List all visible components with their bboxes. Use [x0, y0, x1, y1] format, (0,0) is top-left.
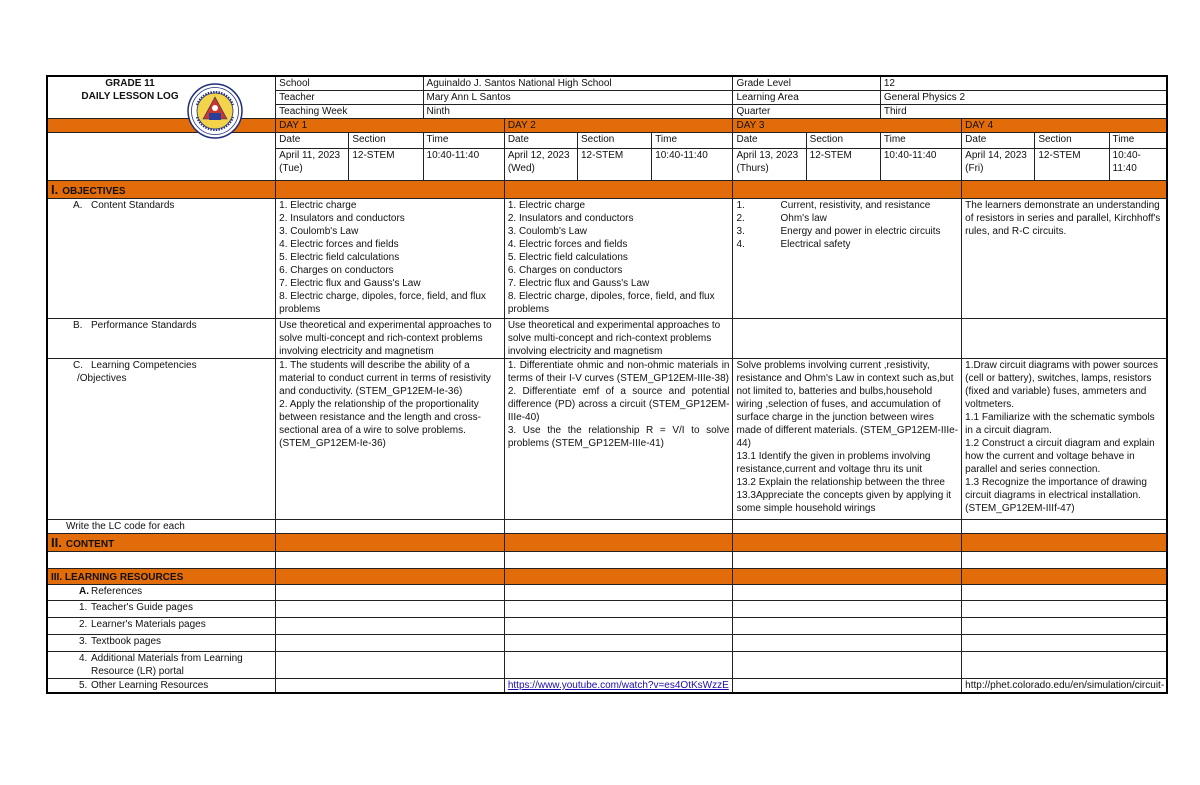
day-time: 10:40-11:40 — [652, 149, 733, 181]
date-header: Date — [276, 133, 349, 149]
week-label: Teaching Week — [276, 105, 423, 119]
day-section: 12-STEM — [578, 149, 652, 181]
competencies-day1: 1. The students will describe the ability of a material to conduct current in terms of resistivity and conductivity. (STEM_GP12EM-Ie-36) 2. Apply the relationship of the proportionality between resistance and the length and cross-sectional area of a wire to solve problems. (STEM_GP12EM-Ie-36) — [276, 359, 505, 520]
content-numeral: II. — [51, 535, 62, 550]
content-standards-label-cell — [47, 199, 276, 319]
resource-label: Additional Materials from Learning Resource (LR) portal — [91, 653, 243, 677]
section-header: Section — [806, 133, 880, 149]
day-section: 12-STEM — [349, 149, 423, 181]
resource-label: Teacher's Guide pages — [91, 602, 193, 613]
list-item: Ohm's law — [780, 213, 827, 224]
day-meta-blank — [47, 133, 276, 181]
day-label: DAY 3 — [733, 119, 962, 133]
content-standards-day1: 1. Electric charge 2. Insulators and conductors 3. Coulomb's Law 4. Electric forces and fields 5. Electric field calculations 6. Charges on conductors 7. Electric flux and Gauss's Law 8. Electric charge, dipoles, force, field, and flux problems — [276, 199, 505, 319]
school-value: Aguinaldo J. Santos National High School — [423, 76, 733, 91]
objectives-title: OBJECTIVES — [62, 186, 126, 197]
teacher-label: Teacher — [276, 91, 423, 105]
school-label: School — [276, 76, 423, 91]
resource-number: 2. — [79, 619, 88, 630]
day-date: April 12, 2023 (Wed) — [504, 149, 577, 181]
grade-label: GRADE 11 — [105, 78, 155, 89]
content-title: CONTENT — [65, 539, 115, 550]
day-label: DAY 4 — [962, 119, 1167, 133]
resource-item — [47, 618, 276, 635]
content-heading — [47, 534, 276, 552]
day-date: April 14, 2023 (Fri) — [962, 149, 1035, 181]
day-section: 12-STEM — [1035, 149, 1109, 181]
time-header: Time — [423, 133, 504, 149]
day-label: DAY 1 — [276, 119, 505, 133]
content-standards-day3 — [733, 199, 962, 319]
list-number: 2. — [736, 213, 745, 224]
competencies-label: Learning Competencies — [91, 360, 197, 371]
deped-seal-icon — [187, 83, 243, 139]
list-item: Current, resistivity, and resistance — [780, 200, 931, 211]
performance-standards-label-cell — [47, 319, 276, 359]
objectives-heading — [47, 181, 276, 199]
quarter-label: Quarter — [733, 105, 880, 119]
resource-number: 4. — [79, 653, 88, 664]
performance-standards-day1: Use theoretical and experimental approaches to solve multi-concept and rich-context problems involving electricity and magnetism — [276, 319, 505, 359]
objectives-numeral: I. — [51, 182, 59, 197]
references-label-cell — [47, 585, 276, 601]
grade-level-label: Grade Level — [733, 76, 880, 91]
section-header: Section — [1035, 133, 1109, 149]
learning-area-label: Learning Area — [733, 91, 880, 105]
date-header: Date — [962, 133, 1035, 149]
resource-number: 5. — [79, 680, 88, 691]
day-label: DAY 2 — [504, 119, 733, 133]
teacher-value: Mary Ann L Santos — [423, 91, 733, 105]
content-standards-day2: 1. Electric charge 2. Insulators and conductors 3. Coulomb's Law 4. Electric forces and fields 5. Electric field calculations 6. Charges on conductors 7. Electric flux and Gauss's Law 8. Electric charge, dipoles, force, field, and flux problems — [504, 199, 733, 319]
list-number: 4. — [736, 239, 745, 250]
references-label: References — [91, 586, 143, 597]
resource-item — [47, 601, 276, 618]
performance-standards-label: Performance Standards — [91, 320, 197, 331]
resource-item — [47, 635, 276, 652]
content-standards-label: Content Standards — [91, 200, 175, 211]
week-value: Ninth — [423, 105, 733, 119]
section-header: Section — [578, 133, 652, 149]
content-standards-day4: The learners demonstrate an understanding of resistors in series and parallel, Kirchhoff's rules, and R-C circuits. — [962, 199, 1167, 319]
competencies-day4: 1.Draw circuit diagrams with power sources (cell or battery), switches, lamps, resistors (fixed and variable) fuses, ammeters and voltmeters. 1.1 Familiarize with the schematic symbols in a circuit diagram. 1.2 Construct a circuit diagram and explain how the current and voltage behave in parallel and series connection. 1.3 Recognize the importance of drawing circuit diagrams in electrical installation. (STEM_GP12EM-IIIf-47) — [962, 359, 1167, 520]
resources-heading: III. LEARNING RESOURCES — [47, 569, 276, 585]
competencies-day2: 1. Differentiate ohmic and non-ohmic materials in terms of their I-V curves (STEM_GP12EM-IIIe-38) 2. Differentiate emf of a source and potential difference (PD) across a circuit (STEM_GP12EM-IIIe-40) 3. Use the the relationship R = V/I to solve problems (STEM_GP12EM-IIIe-41) — [504, 359, 733, 520]
list-number: 3. — [736, 226, 745, 237]
daily-lesson-log-table — [46, 75, 1168, 694]
quarter-value: Third — [880, 105, 1167, 119]
youtube-link[interactable]: https://www.youtube.com/watch?v=es4OtKsWzzE — [507, 680, 729, 691]
lc-code-note: Write the LC code for each — [47, 520, 276, 534]
learning-area-value: General Physics 2 — [880, 91, 1167, 105]
day-time: 10:40-11:40 — [1109, 149, 1167, 181]
resource-number: 3. — [79, 636, 88, 647]
references-key: A. — [79, 586, 89, 597]
log-title: DAILY LESSON LOG — [81, 91, 179, 102]
day-time: 10:40-11:40 — [880, 149, 961, 181]
resource-item — [47, 679, 276, 694]
resource-label: Textbook pages — [91, 636, 162, 647]
competencies-day3: Solve problems involving current ,resistivity, resistance and Ohm's Law in context such as,but not limited to, batteries and bulbs,household wiring ,selection of fuses, and accumulation of surface charge in the junction between wires made of different materials. (STEM_GP12EM-IIIe-44) 13.1 Identify the given in problems involving resistance,current and voltage thru its unit 13.2 Explain the relationship between the three 13.3Appreciate the concepts given by applying it some simple household wirings — [733, 359, 962, 520]
competencies-key: C. — [73, 360, 83, 371]
competencies-label-2: /Objectives — [77, 373, 127, 384]
time-header: Time — [1109, 133, 1167, 149]
day-section: 12-STEM — [806, 149, 880, 181]
list-item: Energy and power in electric circuits — [780, 226, 941, 237]
day-date: April 13, 2023 (Thurs) — [733, 149, 806, 181]
section-header: Section — [349, 133, 423, 149]
date-header: Date — [504, 133, 577, 149]
day-date: April 11, 2023 (Tue) — [276, 149, 349, 181]
performance-standards-day2: Use theoretical and experimental approaches to solve multi-concept and rich-context problems involving electricity and magnetism — [504, 319, 733, 359]
grade-level-value: 12 — [880, 76, 1167, 91]
day-time: 10:40-11:40 — [423, 149, 504, 181]
resource-label: Learner's Materials pages — [91, 619, 206, 630]
list-item: Electrical safety — [780, 239, 851, 250]
resource-item — [47, 652, 276, 679]
performance-standards-key: B. — [73, 320, 83, 331]
phet-link[interactable]: http://phet.colorado.edu/en/simulation/circuit- — [965, 680, 1165, 691]
other-resource-day2-cell — [504, 679, 733, 694]
resource-label: Other Learning Resources — [91, 680, 209, 691]
competencies-label-cell — [47, 359, 276, 520]
list-number: 1. — [736, 200, 745, 211]
time-header: Time — [652, 133, 733, 149]
resource-number: 1. — [79, 602, 88, 613]
other-resource-day4-cell — [962, 679, 1167, 694]
content-standards-key: A. — [73, 200, 83, 211]
date-header: Date — [733, 133, 806, 149]
time-header: Time — [880, 133, 961, 149]
